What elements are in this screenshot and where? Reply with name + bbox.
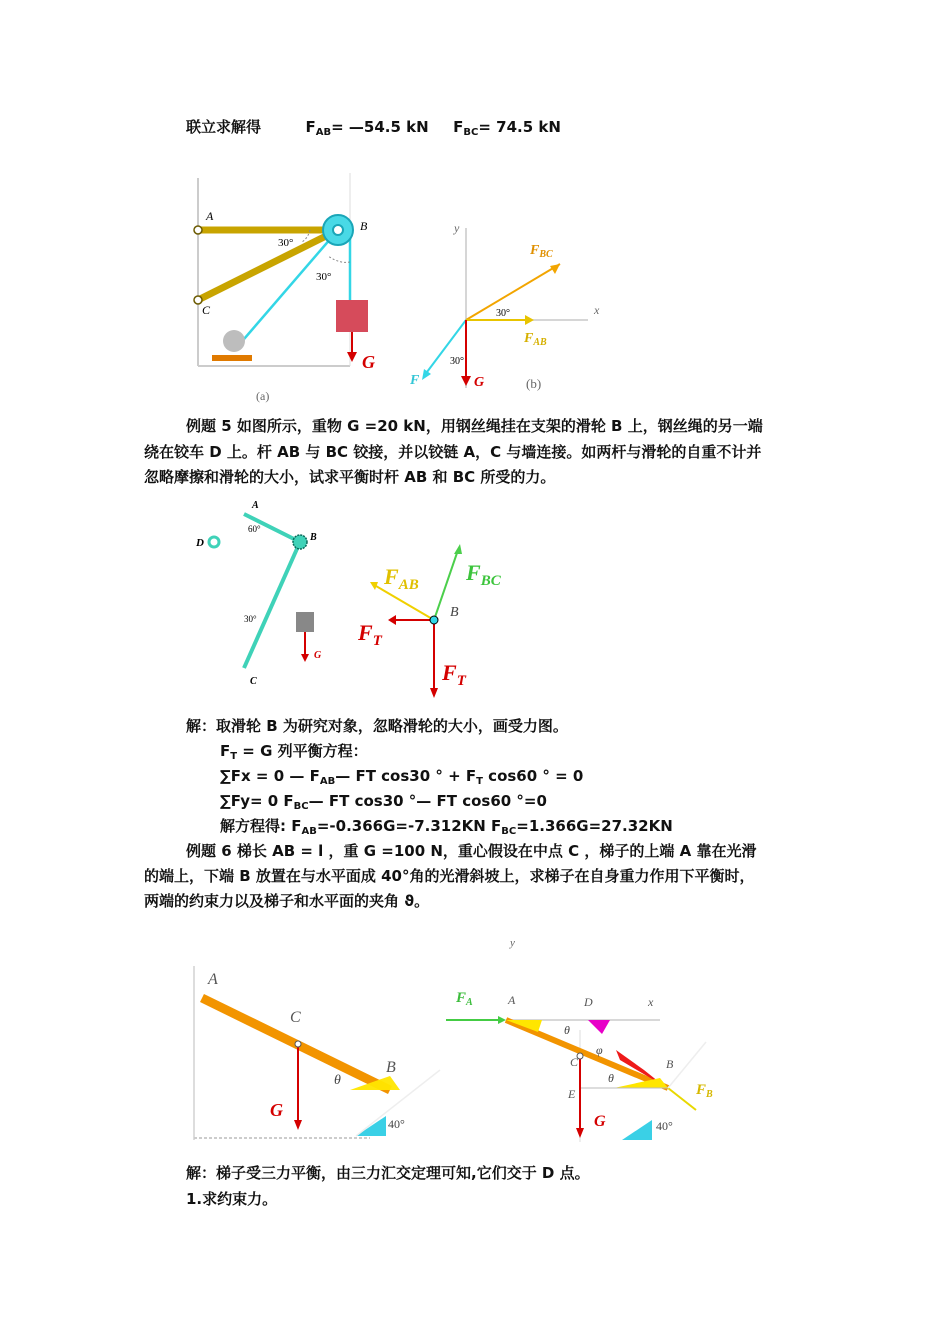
svg-text:G: G bbox=[362, 352, 375, 372]
figure-3-ladder bbox=[190, 960, 450, 1150]
svg-text:F: F bbox=[410, 373, 420, 388]
example6-line3: 两端的约束力以及梯子和水平面的夹角 ϑ。 bbox=[144, 892, 430, 910]
svg-text:D: D bbox=[584, 995, 593, 1009]
svg-text:B: B bbox=[450, 605, 459, 620]
weight-block bbox=[336, 300, 368, 332]
svg-text:30°: 30° bbox=[496, 308, 510, 319]
svg-text:40°: 40° bbox=[656, 1119, 673, 1133]
fab-result: $F_{AB}=$ —54.5 kN bbox=[305, 118, 429, 138]
svg-text:30°: 30° bbox=[244, 614, 257, 624]
svg-text:x: x bbox=[648, 995, 654, 1009]
svg-text:θ: θ bbox=[564, 1023, 570, 1037]
svg-text:30°: 30° bbox=[316, 271, 332, 283]
solution5-eq-x: ∑Fx = 0 — $F_{AB}—$ FT cos30 ° + $F_T$ cos60 ° = 0 bbox=[220, 767, 584, 787]
svg-text:60°: 60° bbox=[248, 524, 261, 534]
svg-text:C: C bbox=[202, 303, 211, 317]
rod-bc bbox=[244, 542, 300, 668]
svg-text:A: A bbox=[206, 209, 214, 223]
example5-line2: 绕在铰车 D 上。杆 AB 与 BC 铰接，并以铰链 A，C 与墙连接。如两杆与滑轮的自重不计并 bbox=[144, 443, 762, 461]
fbc-result: $F_{BC}= 74.5$ kN bbox=[453, 118, 561, 138]
svg-text:A: A bbox=[208, 971, 218, 988]
result-label: 联立求解得 bbox=[186, 118, 262, 136]
svg-text:G: G bbox=[474, 375, 485, 390]
svg-text:FA: $F_A$ bbox=[456, 990, 473, 1008]
solution5-line1: 解：取滑轮 B 为研究对象，忽略滑轮的大小，画受力图。 bbox=[186, 717, 568, 735]
winch-drum bbox=[223, 330, 245, 352]
solution5-line2: $F_T = G$ 列平衡方程： bbox=[220, 742, 368, 762]
vector-f bbox=[424, 320, 466, 376]
svg-text:FT: $F_T$ bbox=[442, 660, 466, 689]
svg-text:G: G bbox=[314, 650, 322, 661]
svg-text:G: G bbox=[270, 1100, 283, 1120]
svg-text:B: B bbox=[666, 1057, 674, 1071]
svg-text:C: C bbox=[250, 676, 257, 687]
svg-text:(b): (b) bbox=[526, 376, 542, 391]
ladder bbox=[506, 1020, 668, 1088]
svg-text:(a): (a) bbox=[256, 389, 270, 403]
svg-text:B: B bbox=[310, 532, 317, 543]
figure-2-structure bbox=[192, 498, 352, 698]
svg-text:30°: 30° bbox=[450, 356, 464, 367]
svg-text:40°: 40° bbox=[388, 1117, 405, 1131]
solution6-line1: 解：梯子受三力平衡，由三力汇交定理可知,它们交于 D 点。 bbox=[186, 1164, 590, 1182]
example5-line3: 忽略摩擦和滑轮的大小，试求平衡时杆 AB 和 BC 所受的力。 bbox=[144, 468, 556, 486]
svg-text:30°: 30° bbox=[278, 237, 294, 249]
svg-text:FBC: $F_{BC}$ bbox=[466, 560, 501, 589]
svg-text:FB: $F_B$ bbox=[696, 1082, 713, 1100]
rod-bc bbox=[198, 230, 338, 300]
svg-text:C: C bbox=[290, 1009, 301, 1026]
svg-text:FT: $F_T$ bbox=[358, 620, 382, 649]
figure-3-forces bbox=[446, 930, 736, 1150]
svg-text:y: y bbox=[454, 221, 460, 235]
example5-line1: 例题 5 如图所示，重物 G =20 kN，用钢丝绳挂在支架的滑轮 B 上，钢丝绳的另一端 bbox=[186, 417, 763, 435]
svg-text:FAB: $F_{AB}$ bbox=[524, 331, 547, 348]
svg-text:E: E bbox=[568, 1087, 576, 1101]
example6-line2: 的端上，下端 B 放置在与水平面成 40°角的光滑斜坡上，求梯子在自身重力作用下平衡时， bbox=[144, 867, 755, 885]
solution6-line2: 1.求约束力。 bbox=[186, 1190, 278, 1208]
weight bbox=[296, 612, 314, 632]
svg-text:B: B bbox=[386, 1059, 396, 1076]
solution5-eq-y: ∑Fy= 0 $F_{BC}—$ FT cos30 °— FT cos60 °=0 bbox=[220, 792, 547, 812]
result-line bbox=[186, 117, 561, 137]
svg-text:D: D bbox=[196, 537, 204, 549]
figure-1b bbox=[410, 218, 600, 398]
figure-1a bbox=[190, 168, 390, 408]
vector-fb bbox=[668, 1088, 696, 1110]
svg-text:G: G bbox=[594, 1113, 606, 1130]
svg-text:FBC: $F_{BC}$ bbox=[530, 243, 553, 260]
svg-text:C: C bbox=[570, 1055, 579, 1069]
svg-text:θ: θ bbox=[334, 1073, 341, 1088]
vector-fbc bbox=[466, 264, 560, 320]
example6-line1: 例题 6 梯长 AB = l ，重 G =100 N，重心假设在中点 C ，梯子的上端 A 靠在光滑 bbox=[186, 842, 757, 860]
figure-2-forces bbox=[358, 540, 528, 710]
svg-text:A: A bbox=[508, 993, 516, 1007]
svg-text:A: A bbox=[252, 500, 259, 511]
svg-text:FAB: $F_{AB}$ bbox=[384, 564, 419, 593]
svg-text:y: y bbox=[510, 937, 515, 949]
svg-text:x: x bbox=[594, 303, 600, 317]
svg-text:θ: θ bbox=[608, 1071, 614, 1085]
svg-text:φ: φ bbox=[596, 1043, 603, 1057]
winch-d bbox=[209, 537, 219, 547]
svg-text:B: B bbox=[360, 219, 368, 233]
solution5-result: 解方程得: $F_{AB}=-0.366G=-7.312KN$ $F_{BC}=1.366G=27.32KN$ bbox=[220, 817, 673, 837]
